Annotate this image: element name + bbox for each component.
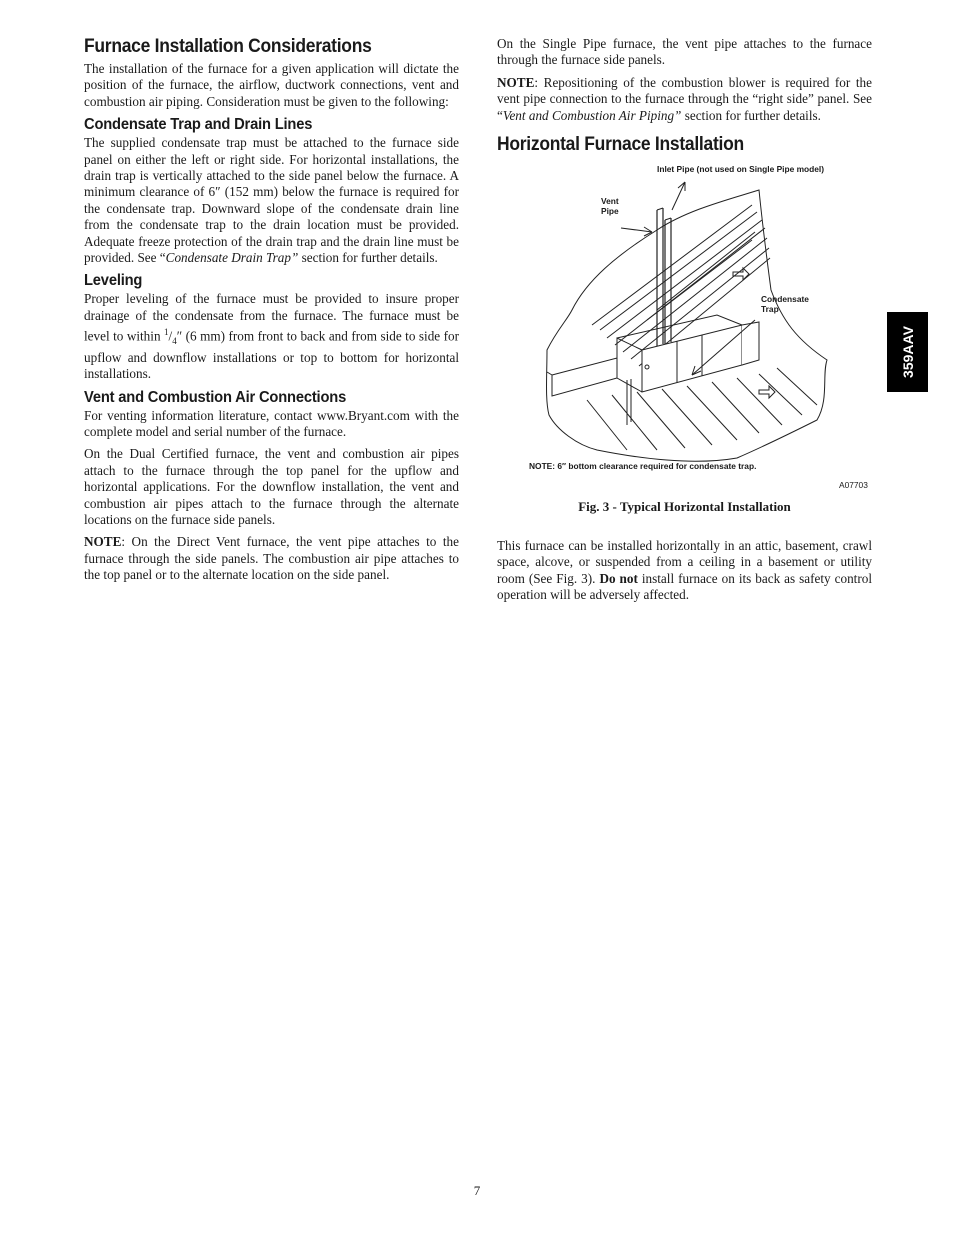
section-heading-furnace-installation-considerations: Furnace Installation Considerations bbox=[84, 36, 372, 57]
single-pipe-paragraph: On the Single Pipe furnace, the vent pipe attaches to the furnace through the furnace side panels. bbox=[497, 36, 872, 68]
vent-paragraph-2: On the Dual Certified furnace, the vent and combustion air pipes attach to the furnace through the top panel for the upflow and horizontal applications. For the downflow installation, the vent and combustion air pipes attach to the furnace through the alternate locations on the furnace side panels. bbox=[84, 446, 459, 527]
figure-caption: Fig. 3 - Typical Horizontal Installation bbox=[578, 499, 791, 515]
figure-code: A07703 bbox=[839, 480, 868, 491]
leveling-paragraph: Proper leveling of the furnace must be provided to insure proper drainage of the condensate from the furnace. The furnace must be level to within $^1/_4''$ (6 mm) from front to back and from side to side for upflow and downflow installations or top to bottom for horizontal installations. bbox=[84, 291, 459, 382]
intro-paragraph: The installation of the furnace for a given application will dictate the position of the furnace, the airflow, ductwork connections, vent and combustion air piping. Consideration must be given to the following: bbox=[84, 61, 459, 109]
page-number: 7 bbox=[473, 1183, 481, 1198]
subheading-leveling: Leveling bbox=[84, 272, 143, 290]
model-side-tab: 359AAV bbox=[887, 312, 928, 392]
condensate-paragraph: The supplied condensate trap must be attached to the furnace side panel on either the left or right side. For horizontal installations, the drain trap is vertically attached to the side panel below the furnace. A minimum clearance of 6″ (152 mm) below the furnace is required for the condensate trap. Downward slope of the condensate drain line from the condensate trap to the drain location must be provided. Adequate freeze protection of the drain trap and the drain line must be provided. See “Condensate Drain Trap” section for further details. bbox=[84, 135, 459, 266]
direct-vent-note: NOTE: On the Direct Vent furnace, the vent pipe attaches to the furnace through the side panels. The combustion air pipe attaches to the top panel or to the alternate location on the side panel. bbox=[84, 534, 459, 583]
figure-note: NOTE: 6″ bottom clearance required for condensate trap. bbox=[529, 461, 757, 472]
horizontal-paragraph: This furnace can be installed horizontally in an attic, basement, crawl space, alcove, or suspended from a ceiling in a basement or utility room (See Fig. 3). Do not install furnace on its back as safety control operation will be adversely affected. bbox=[497, 538, 872, 603]
label-inlet-pipe: Inlet Pipe (not used on Single Pipe model) bbox=[657, 164, 825, 175]
subheading-vent-combustion: Vent and Combustion Air Connections bbox=[84, 388, 347, 406]
label-condensate-trap: Condensate Trap bbox=[761, 294, 809, 315]
condensate-drain-trap-ref: Condensate Drain Trap” bbox=[165, 250, 299, 266]
label-vent-pipe: Vent Pipe bbox=[601, 196, 619, 217]
section-heading-horizontal-installation: Horizontal Furnace Installation bbox=[497, 134, 744, 156]
horizontal-installation-figure bbox=[497, 160, 872, 520]
subheading-condensate-trap: Condensate Trap and Drain Lines bbox=[84, 116, 313, 134]
blower-note: NOTE: Repositioning of the combustion blower is required for the vent pipe connection to the furnace through the “right side” panel. See “Vent and Combustion Air Piping” section for further details. bbox=[497, 74, 872, 123]
left-column bbox=[84, 36, 459, 590]
vent-paragraph-1: For venting information literature, contact www.Bryant.com with the complete model and serial number of the furnace. bbox=[84, 407, 459, 439]
right-column bbox=[497, 36, 872, 610]
